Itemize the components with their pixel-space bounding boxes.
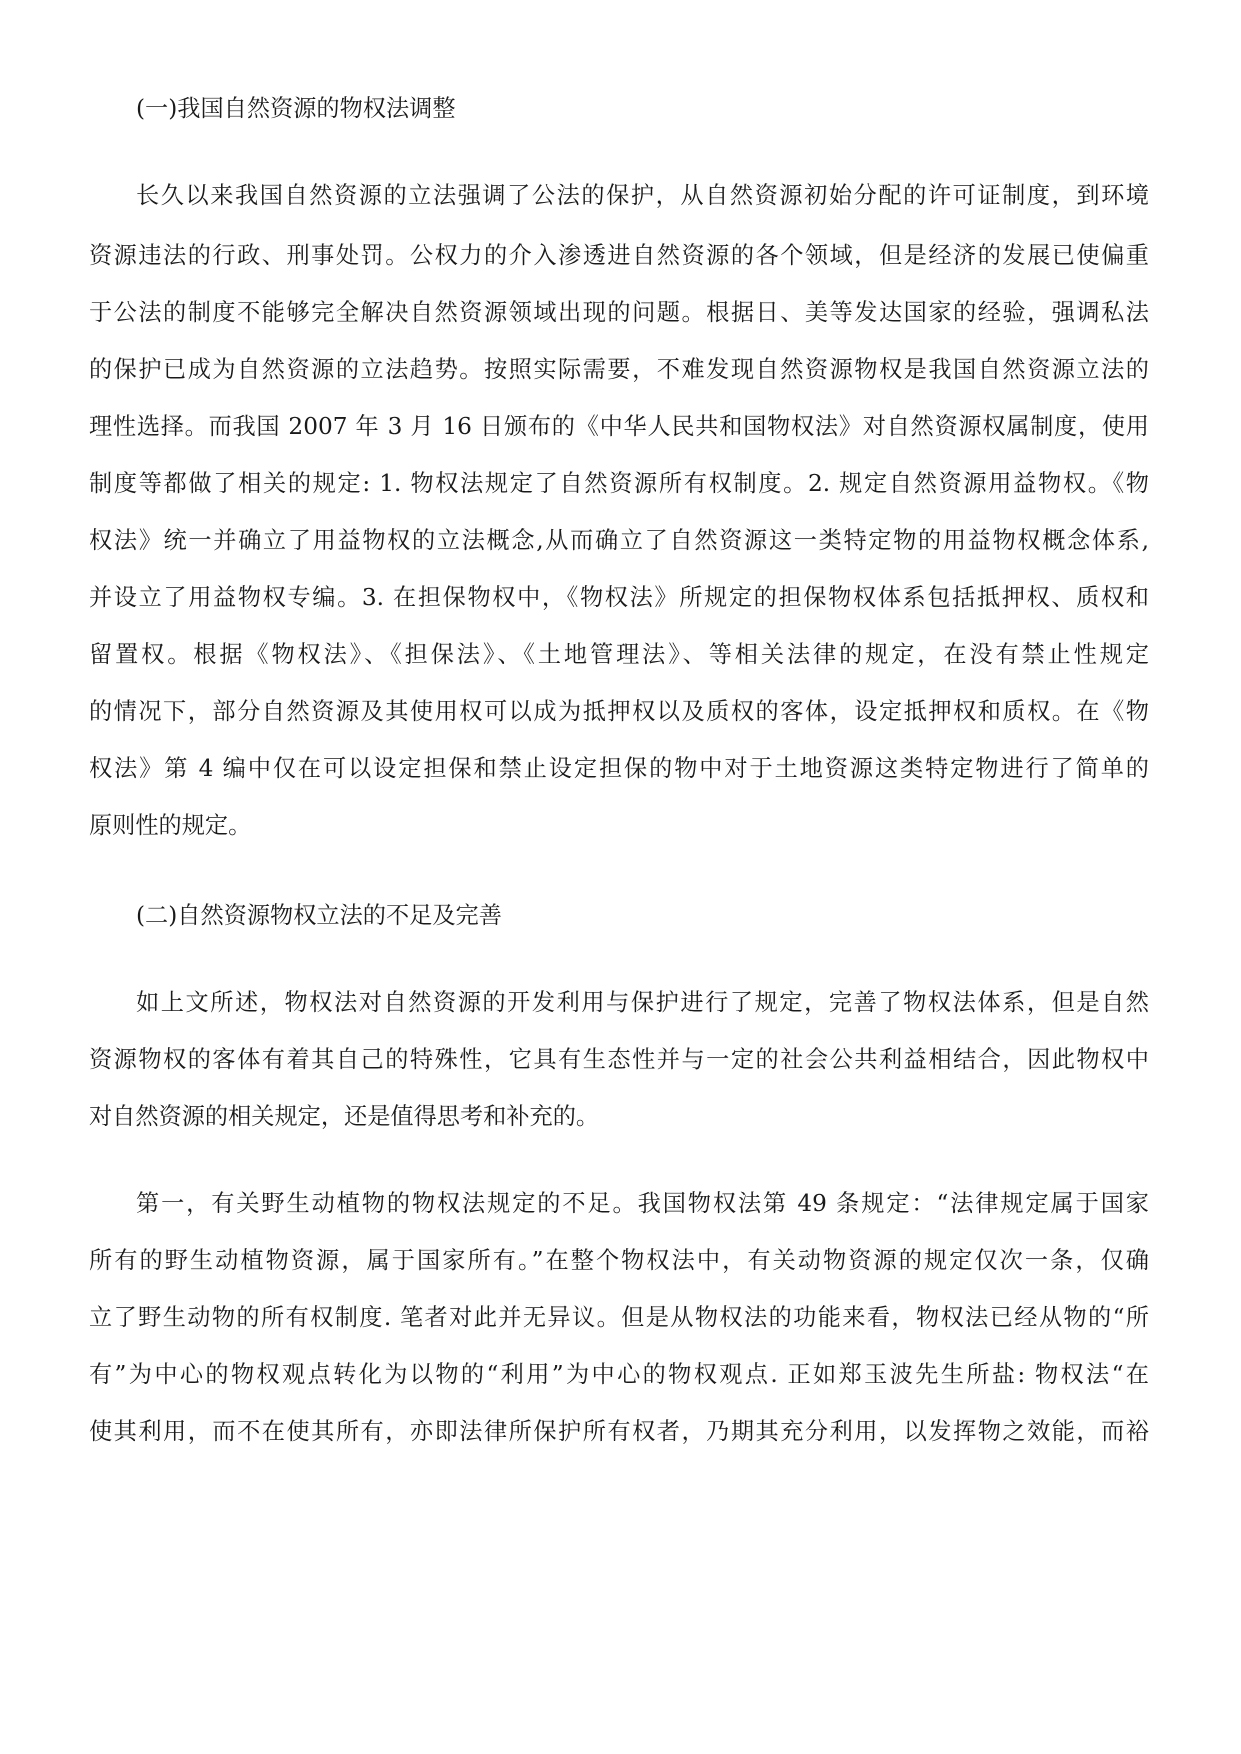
paragraph-line: 使其利用，而不在使其所有，亦即法律所保护所有权者，乃期其充分利用，以发挥物之效能，而裕 bbox=[89, 1418, 1149, 1445]
paragraph-line: 制度等都做了相关的规定: 1. 物权法规定了自然资源所有权制度。2. 规定自然资源用益物权。《物 bbox=[89, 470, 1149, 497]
paragraph-line: 并设立了用益物权专编。3. 在担保物权中，《物权法》所规定的担保物权体系包括抵押权、质权和 bbox=[89, 584, 1149, 611]
paragraph-line: 立了野生动物的所有权制度. 笔者对此并无异议。但是从物权法的功能来看，物权法已经从物的“所 bbox=[89, 1304, 1149, 1331]
paragraph-line: 如上文所述，物权法对自然资源的开发利用与保护进行了规定，完善了物权法体系，但是自然 bbox=[136, 989, 1149, 1016]
paragraph-line: 的情况下，部分自然资源及其使用权可以成为抵押权以及质权的客体，设定抵押权和质权。在《物 bbox=[89, 698, 1149, 725]
section-2-heading: (二)自然资源物权立法的不足及完善 bbox=[136, 902, 502, 929]
paragraph-line: 对自然资源的相关规定，还是值得思考和补充的。 bbox=[89, 1103, 600, 1130]
paragraph-line: 所有的野生动植物资源，属于国家所有。”在整个物权法中，有关动物资源的规定仅次一条，仅确 bbox=[89, 1247, 1149, 1274]
section-1-heading: (一)我国自然资源的物权法调整 bbox=[136, 95, 456, 122]
paragraph-line: 资源违法的行政、刑事处罚。公权力的介入渗透进自然资源的各个领域，但是经济的发展已使偏重 bbox=[89, 242, 1149, 269]
paragraph-line: 于公法的制度不能够完全解决自然资源领域出现的问题。根据日、美等发达国家的经验，强调私法 bbox=[89, 299, 1149, 326]
paragraph-line: 资源物权的客体有着其自己的特殊性，它具有生态性并与一定的社会公共利益相结合，因此物权中 bbox=[89, 1046, 1149, 1073]
paragraph-line: 原则性的规定。 bbox=[89, 812, 252, 839]
paragraph-line: 的保护已成为自然资源的立法趋势。按照实际需要，不难发现自然资源物权是我国自然资源立法的 bbox=[89, 356, 1149, 383]
paragraph-line: 第一，有关野生动植物的物权法规定的不足。我国物权法第 49 条规定：“法律规定属于国家 bbox=[136, 1190, 1149, 1217]
paragraph-line: 有”为中心的物权观点转化为以物的“利用”为中心的物权观点. 正如郑玉波先生所盐: 物权法“在 bbox=[89, 1361, 1149, 1388]
paragraph-line: 权法》第 4 编中仅在可以设定担保和禁止设定担保的物中对于土地资源这类特定物进行了简单的 bbox=[89, 755, 1149, 782]
paragraph-line: 权法》统一并确立了用益物权的立法概念,从而确立了自然资源这一类特定物的用益物权概念体系, bbox=[89, 527, 1149, 554]
paragraph-line: 长久以来我国自然资源的立法强调了公法的保护，从自然资源初始分配的许可证制度，到环境 bbox=[136, 182, 1149, 209]
paragraph-line: 留置权。根据《物权法》、《担保法》、《土地管理法》、等相关法律的规定，在没有禁止性规定 bbox=[89, 641, 1149, 668]
paragraph-line: 理性选择。而我国 2007 年 3 月 16 日颁布的《中华人民共和国物权法》对自然资源权属制度，使用 bbox=[89, 413, 1149, 440]
